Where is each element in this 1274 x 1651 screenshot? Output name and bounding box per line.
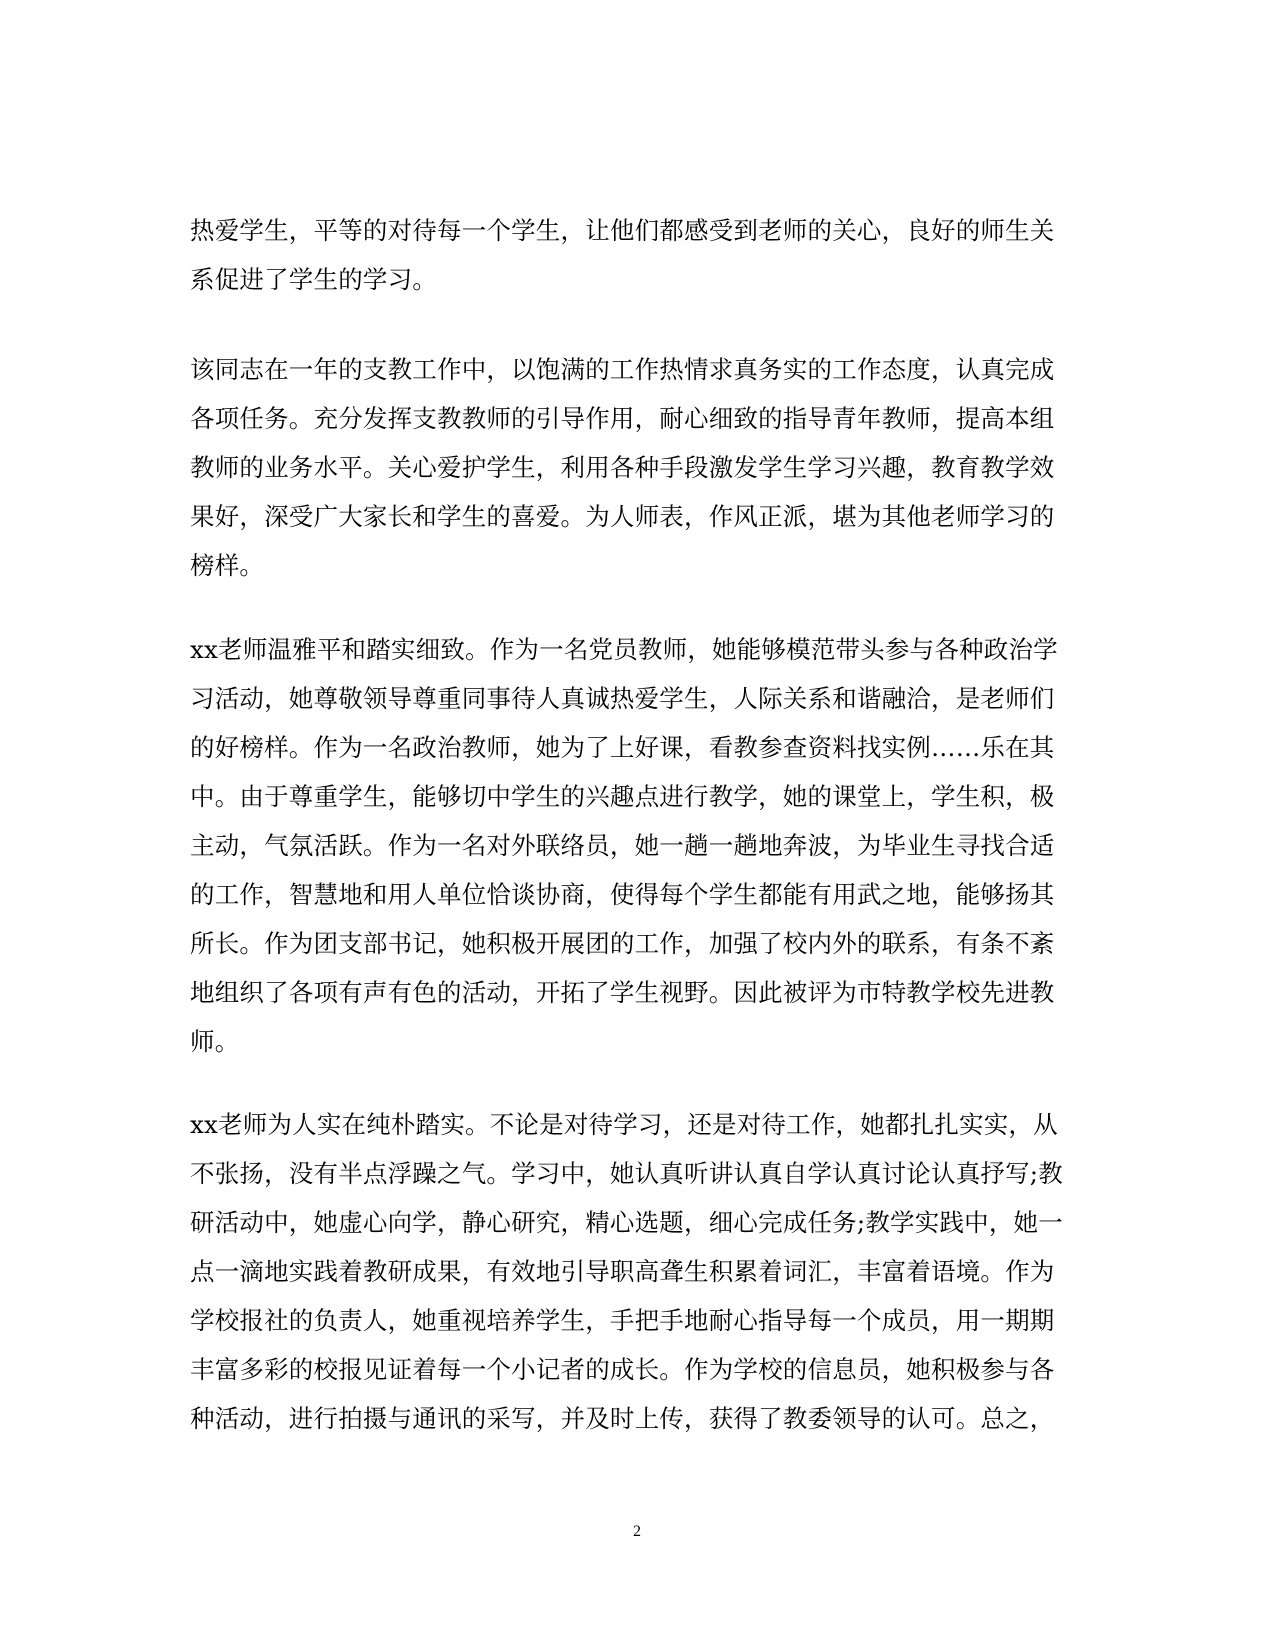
text-line: 种活动，进行拍摄与通讯的采写，并及时上传，获得了教委领导的认可。总之， bbox=[190, 1404, 1055, 1433]
text-line: 点一滴地实践着教研成果，有效地引导职高聋生积累着词汇，丰富着语境。作为 bbox=[190, 1257, 1055, 1286]
text-line: xx老师温雅平和踏实细致。作为一名党员教师，她能够模范带头参与各种政治学 bbox=[190, 635, 1058, 664]
text-line: 研活动中，她虚心向学，静心研究，精心选题，细心完成任务;教学实践中，她一 bbox=[190, 1208, 1063, 1237]
text-line: 学校报社的负责人，她重视培养学生，手把手地耐心指导每一个成员，用一期期 bbox=[190, 1306, 1055, 1335]
text-line: 习活动，她尊敬领导尊重同事待人真诚热爱学生，人际关系和谐融洽，是老师们 bbox=[190, 684, 1055, 713]
text-line: 地组织了各项有声有色的活动，开拓了学生视野。因此被评为市特教学校先进教 bbox=[190, 978, 1055, 1007]
text-line: 热爱学生，平等的对待每一个学生，让他们都感受到老师的关心，良好的师生关 bbox=[190, 216, 1055, 245]
text-line: 主动，气氛活跃。作为一名对外联络员，她一趟一趟地奔波，为毕业生寻找合适 bbox=[190, 831, 1055, 860]
text-line: 师。 bbox=[190, 1027, 240, 1056]
paragraph-2 bbox=[190, 345, 1090, 590]
text-line: 榜样。 bbox=[190, 551, 265, 580]
paragraph-1 bbox=[190, 206, 1090, 304]
text-line: 果好，深受广大家长和学生的喜爱。为人师表，作风正派，堪为其他老师学习的 bbox=[190, 502, 1055, 531]
text-line: 丰富多彩的校报见证着每一个小记者的成长。作为学校的信息员，她积极参与各 bbox=[190, 1355, 1055, 1384]
paragraph-4 bbox=[190, 1100, 1090, 1443]
text-line: 的工作，智慧地和用人单位恰谈协商，使得每个学生都能有用武之地，能够扬其 bbox=[190, 880, 1055, 909]
text-line: 该同志在一年的支教工作中，以饱满的工作热情求真务实的工作态度，认真完成 bbox=[190, 355, 1055, 384]
text-line: 中。由于尊重学生，能够切中学生的兴趣点进行教学，她的课堂上，学生积，极 bbox=[190, 782, 1055, 811]
text-line: 教师的业务水平。关心爱护学生，利用各种手段激发学生学习兴趣，教育教学效 bbox=[190, 453, 1055, 482]
text-line: 系促进了学生的学习。 bbox=[190, 265, 437, 294]
text-line: 所长。作为团支部书记，她积极开展团的工作，加强了校内外的联系，有条不紊 bbox=[190, 929, 1055, 958]
text-line: 各项任务。充分发挥支教教师的引导作用，耐心细致的指导青年教师，提高本组 bbox=[190, 404, 1055, 433]
text-line: xx老师为人实在纯朴踏实。不论是对待学习，还是对待工作，她都扎扎实实，从 bbox=[190, 1110, 1058, 1139]
text-line: 的好榜样。作为一名政治教师，她为了上好课，看教参查资料找实例……乐在其 bbox=[190, 733, 1055, 762]
paragraph-3 bbox=[190, 625, 1090, 1066]
text-line: 不张扬，没有半点浮躁之气。学习中，她认真听讲认真自学认真讨论认真抒写;教 bbox=[190, 1159, 1063, 1188]
page-number: 2 bbox=[633, 1523, 641, 1540]
